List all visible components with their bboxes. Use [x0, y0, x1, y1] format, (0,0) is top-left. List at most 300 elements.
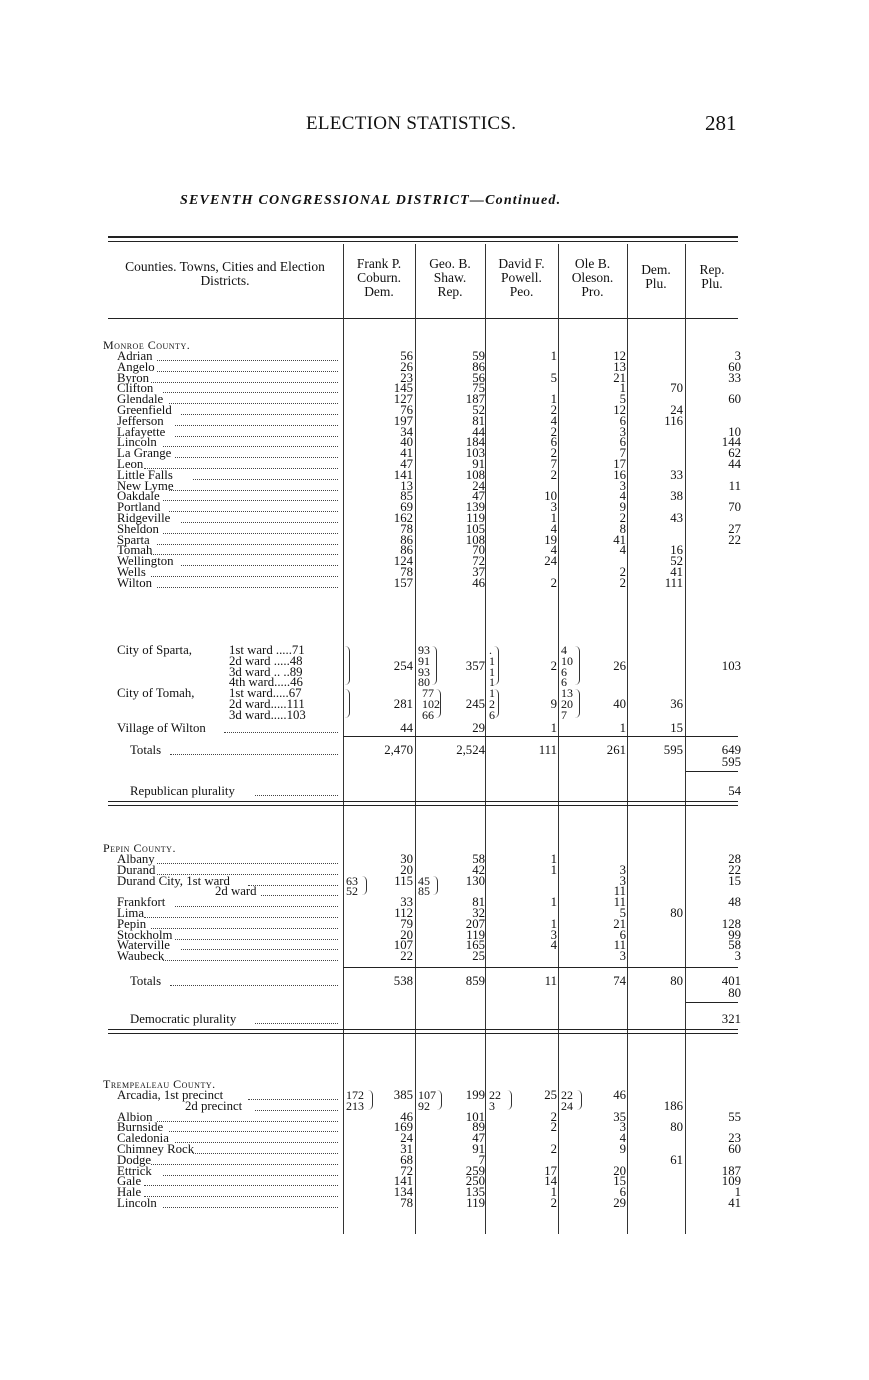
dot-leader — [163, 490, 338, 501]
cell-c3: 7 — [550, 457, 557, 471]
cell-c1: 157 — [393, 575, 413, 590]
cell-c2: 75 — [472, 381, 485, 396]
place-name: Totals — [130, 742, 162, 757]
bracket-value: 20 — [561, 697, 573, 711]
dot-leader — [157, 534, 338, 545]
cell-c1: 115 — [394, 873, 413, 888]
place-name: Arcadia, 1st precinct — [117, 1088, 224, 1102]
cell-c6: 60 — [728, 1142, 741, 1156]
header-bottom-rule — [108, 318, 738, 319]
cell-c4: 6 — [619, 927, 626, 942]
cell-c1: 40 — [400, 435, 413, 450]
cell-c1: 26 — [400, 359, 413, 374]
col-head-line: Pro. — [581, 284, 604, 299]
col-head-line: Rep. — [699, 262, 725, 277]
totals-rule — [343, 967, 738, 968]
cell-c3: 1 — [550, 895, 557, 910]
cell-c4: 3 — [619, 862, 626, 877]
cell-c2: 259 — [465, 1163, 485, 1178]
cell-c5: 38 — [670, 489, 683, 504]
dot-leader — [163, 1165, 338, 1176]
bracket-value: 13 — [561, 686, 573, 701]
dot-leader — [151, 1154, 339, 1165]
cell-c1: 56 — [400, 349, 413, 363]
col-head-dem-plu — [628, 263, 684, 291]
cell-c4: 9 — [619, 1142, 626, 1156]
cell-c3: 14 — [544, 1174, 557, 1189]
dot-leader — [255, 1100, 338, 1111]
cell-c2: 108 — [465, 467, 485, 482]
place-name: Byron — [117, 370, 149, 385]
cell-c1: 107 — [393, 938, 413, 953]
cell-c3: 1 — [550, 1185, 557, 1200]
cell-c1: 76 — [400, 403, 413, 417]
ward-label: 3d ward .. ..89 — [229, 664, 303, 679]
cell-c4: 29 — [613, 1196, 626, 1210]
ward-label: 2d ward.....111 — [229, 697, 305, 711]
dot-leader — [157, 350, 338, 361]
place-name: Gale — [117, 1174, 142, 1189]
cell-c6: 33 — [728, 370, 741, 385]
place-name: Jefferson — [117, 413, 164, 428]
cell-c3: 3 — [550, 927, 557, 942]
dot-leader — [157, 1111, 338, 1122]
cell-c4: 7 — [619, 446, 626, 461]
cell-c3: 3 — [550, 500, 557, 515]
section-subtitle: SEVENTH CONGRESSIONAL DISTRICT—Continued. — [180, 193, 562, 208]
cell-c2: 24 — [472, 478, 485, 493]
place-name: Albany — [117, 852, 155, 866]
dot-leader — [157, 577, 338, 588]
dot-leader — [144, 458, 338, 469]
bracket-value: 102 — [422, 697, 440, 711]
durand-brace-c2 — [433, 876, 438, 896]
cell-c5: 80 — [670, 974, 683, 988]
cell-c2: 119 — [466, 511, 485, 525]
cell-c4: 17 — [613, 457, 626, 471]
dot-leader — [170, 744, 338, 755]
durand-brace-c1 — [362, 876, 367, 896]
bracket-value: 92 — [418, 1098, 430, 1113]
cell-c6: 103 — [721, 659, 741, 673]
cell-c1: 134 — [393, 1185, 413, 1200]
cell-c6: 3 — [734, 349, 741, 363]
dot-leader — [175, 1132, 338, 1143]
cell-c1: 197 — [393, 413, 413, 428]
place-name: Lincoln — [117, 435, 157, 450]
bracket-value: 93 — [418, 664, 430, 679]
county-name: Trempealeau County. — [103, 1077, 216, 1091]
cell-c1: 20 — [400, 927, 413, 942]
col-head-line: David F. — [498, 256, 545, 271]
cell-c4: 74 — [613, 974, 626, 988]
cell-c2: 101 — [465, 1109, 485, 1124]
cell-c4: 21 — [613, 916, 626, 931]
table-top-rule-2 — [108, 241, 738, 242]
cell-c1: 254 — [393, 659, 413, 673]
col-head-place — [110, 260, 340, 288]
place-name: Ettrick — [117, 1163, 152, 1178]
cell-c1: 41 — [400, 446, 413, 461]
cell-c6: 3 — [734, 949, 741, 964]
plurality-rule — [686, 771, 738, 772]
place-name: Village of Wilton — [117, 720, 206, 735]
cell-c5: 33 — [670, 467, 683, 482]
cell-c4: 1 — [619, 720, 626, 735]
place-name: 2d ward — [215, 884, 257, 899]
cell-c6: 55 — [728, 1109, 741, 1124]
table-row — [0, 1197, 869, 1210]
place-name: Republican plurality — [130, 783, 235, 798]
city-name: City of Sparta, — [117, 643, 192, 657]
cell-c2: 199 — [465, 1088, 485, 1102]
dot-leader — [181, 512, 338, 523]
dot-leader — [193, 1143, 338, 1154]
place-name: Burnside — [117, 1120, 164, 1135]
page-number: 281 — [705, 111, 737, 135]
place-name: Oakdale — [117, 489, 160, 504]
dot-leader — [163, 950, 338, 961]
cell-c1: 86 — [400, 543, 413, 558]
cell-c4: 41 — [613, 532, 626, 547]
cell-c1: 69 — [400, 500, 413, 515]
cell-c3: 9 — [550, 697, 557, 712]
cell-c6: 187 — [721, 1163, 741, 1178]
cell-c3: 1 — [550, 349, 557, 363]
cell-c4: 2 — [619, 575, 626, 590]
cell-c1: 145 — [393, 381, 413, 396]
cell-c6: 649 — [721, 742, 741, 757]
cell-c3: 4 — [550, 938, 557, 953]
place-name: Little Falls — [117, 467, 173, 482]
dot-leader — [248, 1089, 338, 1100]
cell-c4: 3 — [619, 478, 626, 493]
cell-c2: 47 — [472, 1131, 485, 1146]
cell-c4: 261 — [606, 742, 626, 757]
place-name: La Grange — [117, 446, 172, 461]
cell-c6: 70 — [728, 500, 741, 515]
cell-c2: 32 — [472, 906, 485, 920]
cell-c3: 24 — [544, 554, 557, 569]
table-row — [0, 950, 869, 963]
dot-leader — [163, 436, 338, 447]
place-name: Lima — [117, 906, 145, 920]
cell-c4: 13 — [613, 359, 626, 374]
cell-c2: 130 — [465, 873, 485, 888]
col-head-line: Frank P. — [356, 256, 402, 271]
place-name: 2d precinct — [185, 1098, 243, 1113]
place-name: New Lyme — [117, 478, 174, 493]
cell-c6: 48 — [728, 895, 741, 910]
cell-c3: 2 — [550, 1109, 557, 1124]
ward-label: 1st ward.....67 — [229, 686, 302, 701]
place-name: Lincoln — [117, 1196, 157, 1210]
bracket-value: 91 — [418, 653, 430, 668]
cell-c4: 1 — [619, 381, 626, 396]
cell-c6: 41 — [728, 1196, 741, 1210]
cell-c4: 11 — [613, 938, 626, 953]
col-head-line: Powell. — [501, 270, 542, 285]
cell-c4: 3 — [619, 424, 626, 439]
dot-leader — [144, 1175, 338, 1186]
bracket-value: 80 — [418, 675, 430, 690]
col-head-line: Plu. — [645, 276, 667, 291]
arcadia-brace-c4 — [577, 1090, 582, 1110]
place-name: Waubeck — [117, 949, 165, 964]
bracket-value: 1 — [489, 653, 495, 668]
cell-c1: 23 — [400, 370, 413, 385]
cell-c6: 27 — [728, 521, 741, 536]
table-row — [0, 577, 869, 590]
cell-c2: 139 — [465, 500, 485, 515]
cell-c4: 5 — [619, 906, 626, 920]
cell-c1: 78 — [400, 521, 413, 536]
col-head-line: Geo. B. — [429, 256, 471, 271]
cell-c2: 184 — [465, 435, 485, 450]
cell-c2: 108 — [465, 532, 485, 547]
cell-c1: 22 — [400, 949, 413, 964]
plurality-row — [0, 1013, 869, 1026]
bracket-value: 93 — [418, 643, 430, 657]
bracket-value: 6 — [561, 675, 567, 690]
place-name: Adrian — [117, 349, 153, 363]
cell-c3: 1 — [550, 511, 557, 525]
dot-leader — [193, 469, 338, 480]
ward-label: 4th ward.....46 — [229, 675, 303, 690]
cell-c2: 47 — [472, 489, 485, 504]
table-row — [0, 722, 869, 735]
cell-c6: 60 — [728, 392, 741, 407]
cell-c4: 11 — [613, 884, 626, 899]
cell-c5: 80 — [670, 1120, 683, 1135]
cell-c1: 46 — [400, 1109, 413, 1124]
cell-c1: 86 — [400, 532, 413, 547]
dot-leader — [175, 447, 338, 458]
cell-c4: 3 — [619, 873, 626, 888]
cell-c4: 2 — [619, 511, 626, 525]
cell-c2: 2,524 — [456, 742, 485, 757]
cell-c2: 44 — [472, 424, 485, 439]
place-name: Sparta — [117, 532, 150, 547]
totals-extra-row — [0, 756, 869, 769]
cell-c3: 1 — [550, 852, 557, 866]
place-name: Leon — [117, 457, 144, 471]
cell-c6: 22 — [728, 862, 741, 877]
bracket-value: 1 — [489, 686, 495, 701]
cell-c2: 25 — [472, 949, 485, 964]
cell-c3: 2 — [550, 659, 557, 673]
place-name: Greenfield — [117, 403, 172, 417]
bracket-value: 66 — [422, 707, 434, 722]
cell-c6: 595 — [721, 754, 741, 769]
dot-leader — [151, 918, 339, 929]
place-name: Democratic plurality — [130, 1012, 237, 1026]
col-head-line: Dem. — [641, 262, 671, 277]
place-name: Tomah — [117, 543, 153, 558]
dot-leader — [181, 404, 338, 415]
cell-c2: 91 — [472, 1142, 485, 1156]
dot-leader — [175, 929, 338, 940]
cell-c4: 8 — [619, 521, 626, 536]
section-rule — [108, 1029, 738, 1030]
cell-c2: 70 — [472, 543, 485, 558]
cell-c2: 207 — [465, 916, 485, 931]
table-top-rule — [108, 236, 738, 238]
dot-leader — [261, 885, 338, 896]
cell-c4: 4 — [619, 489, 626, 504]
bracket-value: 22 — [561, 1088, 573, 1102]
dot-leader — [169, 480, 338, 491]
cell-c1: 72 — [400, 1163, 413, 1178]
cell-c6: 22 — [728, 532, 741, 547]
dot-leader — [181, 939, 338, 950]
ward-label: 2d ward .....48 — [229, 653, 303, 668]
cell-c1: 68 — [400, 1152, 413, 1167]
col-head-line: Ole B. — [574, 256, 611, 271]
cell-c1: 112 — [394, 906, 413, 920]
place-name: Glendale — [117, 392, 164, 407]
place-name: Frankfort — [117, 895, 166, 910]
bracket-value: 3 — [489, 1098, 495, 1113]
cell-c2: 105 — [465, 521, 485, 536]
bracket-value: 52 — [346, 884, 358, 899]
bracket-value: 22 — [489, 1088, 501, 1102]
bracket-value: 1 — [489, 675, 495, 690]
cell-c1: 33 — [400, 895, 413, 910]
cell-c2: 72 — [472, 554, 485, 569]
cell-c6: 10 — [728, 424, 741, 439]
cell-c4: 12 — [613, 403, 626, 417]
cell-c4: 21 — [613, 370, 626, 385]
cell-c3: 1 — [550, 392, 557, 407]
cell-c1: 281 — [393, 697, 413, 712]
cell-c4: 46 — [613, 1088, 626, 1102]
dot-leader — [224, 722, 338, 733]
cell-c3: 5 — [550, 370, 557, 385]
arcadia-brace-c2 — [437, 1090, 442, 1110]
cell-c4: 4 — [619, 543, 626, 558]
bracket-value: 6 — [489, 707, 495, 722]
cell-c5: 186 — [663, 1098, 683, 1113]
dot-leader — [175, 426, 338, 437]
col-head-line: Dem. — [364, 284, 394, 299]
place-name: Chimney Rock — [117, 1142, 195, 1156]
place-name: Durand — [117, 862, 156, 877]
cell-c5: 111 — [664, 575, 683, 590]
cell-c4: 6 — [619, 435, 626, 450]
col-head-line: Coburn. — [357, 270, 401, 285]
cell-c6: 321 — [721, 1012, 741, 1026]
cell-c2: 81 — [472, 413, 485, 428]
cell-c6: 58 — [728, 938, 741, 953]
cell-c6: 109 — [721, 1174, 741, 1189]
cell-c2: 859 — [465, 974, 485, 988]
dot-leader — [255, 785, 338, 796]
cell-c1: 24 — [400, 1131, 413, 1146]
plurality-row — [0, 785, 869, 798]
bracket-value: 6 — [561, 664, 567, 679]
county-name: Monroe County. — [103, 338, 191, 352]
col-head-line: Rep. — [437, 284, 463, 299]
cell-c5: 41 — [670, 565, 683, 579]
place-name: Hale — [117, 1185, 142, 1200]
cell-c4: 6 — [619, 413, 626, 428]
cell-c3: 17 — [544, 1163, 557, 1178]
cell-c6: 144 — [721, 435, 741, 450]
cell-c1: 141 — [393, 467, 413, 482]
dot-leader — [157, 853, 338, 864]
cell-c1: 162 — [393, 511, 413, 525]
cell-c6: 80 — [728, 986, 741, 1000]
cell-c4: 15 — [613, 1174, 626, 1189]
place-name: Ridgeville — [117, 511, 171, 525]
bracket-value: 45 — [418, 873, 430, 888]
cell-c1: 85 — [400, 489, 413, 504]
place-name: Sheldon — [117, 521, 159, 536]
cell-c1: 78 — [400, 1196, 413, 1210]
cell-c2: 42 — [472, 862, 485, 877]
cell-c1: 20 — [400, 862, 413, 877]
bracket-value: 2 — [489, 697, 495, 711]
cell-c1: 141 — [393, 1174, 413, 1189]
dot-leader — [169, 501, 338, 512]
cell-c6: 28 — [728, 852, 741, 866]
cell-c4: 3 — [619, 949, 626, 964]
cell-c2: 250 — [465, 1174, 485, 1189]
cell-c5: 80 — [670, 906, 683, 920]
dot-leader — [170, 975, 338, 986]
cell-c5: 36 — [670, 697, 683, 712]
dot-leader — [181, 555, 338, 566]
cell-c2: 135 — [465, 1185, 485, 1200]
place-name: Pepin — [117, 916, 147, 931]
bracket-value: 1 — [489, 664, 495, 679]
place-name: Albion — [117, 1109, 153, 1124]
dot-leader — [255, 1013, 338, 1024]
place-name: Wilton — [117, 575, 153, 590]
cell-c1: 127 — [393, 392, 413, 407]
cell-c2: 59 — [472, 349, 485, 363]
cell-c1: 2,470 — [384, 742, 413, 757]
cell-c5: 61 — [670, 1152, 683, 1167]
col-head-rep-plu — [686, 263, 738, 291]
place-name: Totals — [130, 974, 162, 988]
cell-c3: 2 — [550, 1196, 557, 1210]
cell-c6: 15 — [728, 873, 741, 888]
bracket-value: 107 — [418, 1088, 436, 1102]
cell-c4: 11 — [613, 895, 626, 910]
arcadia-brace-c3 — [507, 1090, 512, 1110]
cell-c4: 16 — [613, 467, 626, 482]
col-head-line: Shaw. — [433, 270, 467, 285]
dot-leader — [169, 1121, 338, 1132]
cell-c2: 7 — [478, 1152, 485, 1167]
ward-label: 1st ward .....71 — [229, 643, 305, 657]
cell-c3: 11 — [544, 974, 557, 988]
cell-c3: 4 — [550, 543, 557, 558]
cell-c1: 31 — [400, 1142, 413, 1156]
section-rule-2 — [108, 805, 738, 806]
county-name: Pepin County. — [103, 841, 176, 855]
cell-c6: 1 — [734, 1185, 741, 1200]
cell-c1: 169 — [393, 1120, 413, 1135]
cell-c3: 4 — [550, 413, 557, 428]
cell-c5: 16 — [670, 543, 683, 558]
cell-c3: 10 — [544, 489, 557, 504]
cell-c2: 91 — [472, 457, 485, 471]
cell-c5: 116 — [664, 413, 683, 428]
cell-c5: 595 — [663, 742, 683, 757]
